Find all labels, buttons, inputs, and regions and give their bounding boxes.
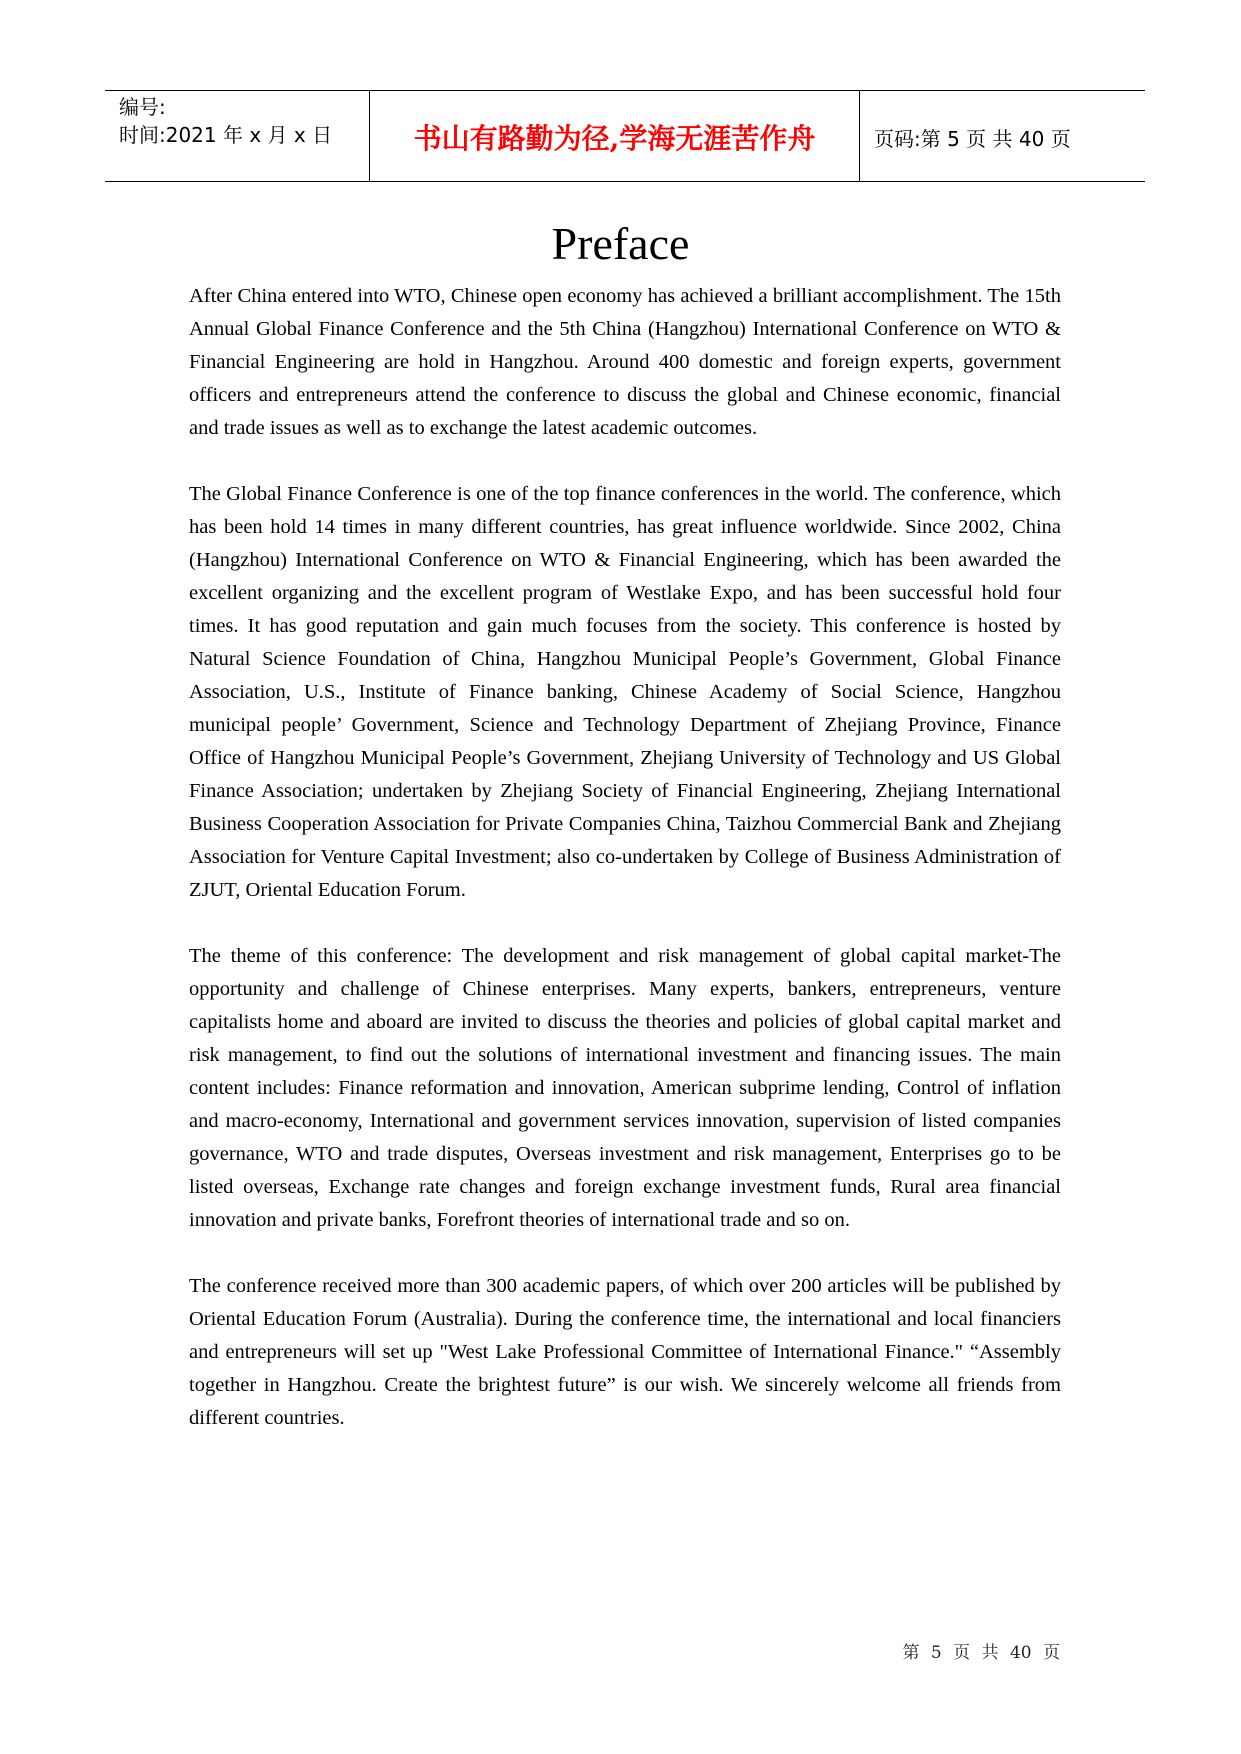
header-meta-cell <box>105 91 370 181</box>
header-page-number: 页码:第 5 页 共 40 页 <box>874 126 1071 151</box>
paragraph-2: The Global Finance Conference is one of the top finance conferences in the world. The conference, which has been hold 14 times in many different countries, has great influence worldwide. Since 2002, China (Hangzhou) International Conference on WTO & Financial Engineering, which has been awarded the excellent organizing and the excellent program of Westlake Expo, and has been successful hold four times. It has good reputation and gain much focuses from the society. This conference is hosted by Natural Science Foundation of China, Hangzhou Municipal People’s Government, Global Finance Association, U.S., Institute of Finance banking, Chinese Academy of Social Science, Hangzhou municipal people’ Government, Science and Technology Department of Zhejiang Province, Finance Office of Hangzhou Municipal People’s Government, Zhejiang University of Technology and US Global Finance Association; undertaken by Zhejiang Society of Financial Engineering, Zhejiang International Business Cooperation Association for Private Companies China, Taizhou Commercial Bank and Zhejiang Association for Venture Capital Investment; also co-undertaken by College of Business Administration of ZJUT, Oriental Education Forum. <box>189 483 1061 901</box>
header-motto: 书山有路勤为径,学海无涯苦作舟 <box>370 91 860 181</box>
document-time-label: 时间:2021 年 x 月 x 日 <box>119 123 333 147</box>
page-footer: 第 5 页 共 40 页 <box>902 1643 1060 1663</box>
paragraph-1: After China entered into WTO, Chinese open economy has achieved a brilliant accomplishment. The 15th Annual Global Finance Conference and the 5th China (Hangzhou) International Conference on WTO & Financial Engineering are hold in Hangzhou. Around 400 domestic and foreign experts, government officers and entrepreneurs attend the conference to discuss the global and Chinese economic, financial and trade issues as well as to exchange the latest academic outcomes. <box>189 285 1061 439</box>
paragraph-4: The conference received more than 300 academic papers, of which over 200 articles will be published by Oriental Education Forum (Australia). During the conference time, the international and local financiers and entrepreneurs will set up "West Lake Professional Committee of International Finance." “Assembly together in Hangzhou. Create the brightest future” is our wish. We sincerely welcome all friends from different countries. <box>189 1275 1061 1429</box>
page-title: Preface <box>551 218 690 269</box>
preface-body <box>189 280 1061 1468</box>
page-header <box>105 90 1145 182</box>
document-number-label: 编号: <box>119 95 166 119</box>
paragraph-3: The theme of this conference: The development and risk management of global capital market-The opportunity and challenge of Chinese enterprises. Many experts, bankers, entrepreneurs, venture capitalists home and aboard are invited to discuss the theories and policies of global capital market and risk management, to find out the solutions of international investment and financing issues. The main content includes: Finance reformation and innovation, American subprime lending, Control of inflation and macro-economy, International and government services innovation, supervision of listed companies governance, WTO and trade disputes, Overseas investment and risk management, Enterprises go to be listed overseas, Exchange rate changes and foreign exchange investment funds, Rural area financial innovation and private banks, Forefront theories of international trade and so on. <box>189 945 1061 1231</box>
